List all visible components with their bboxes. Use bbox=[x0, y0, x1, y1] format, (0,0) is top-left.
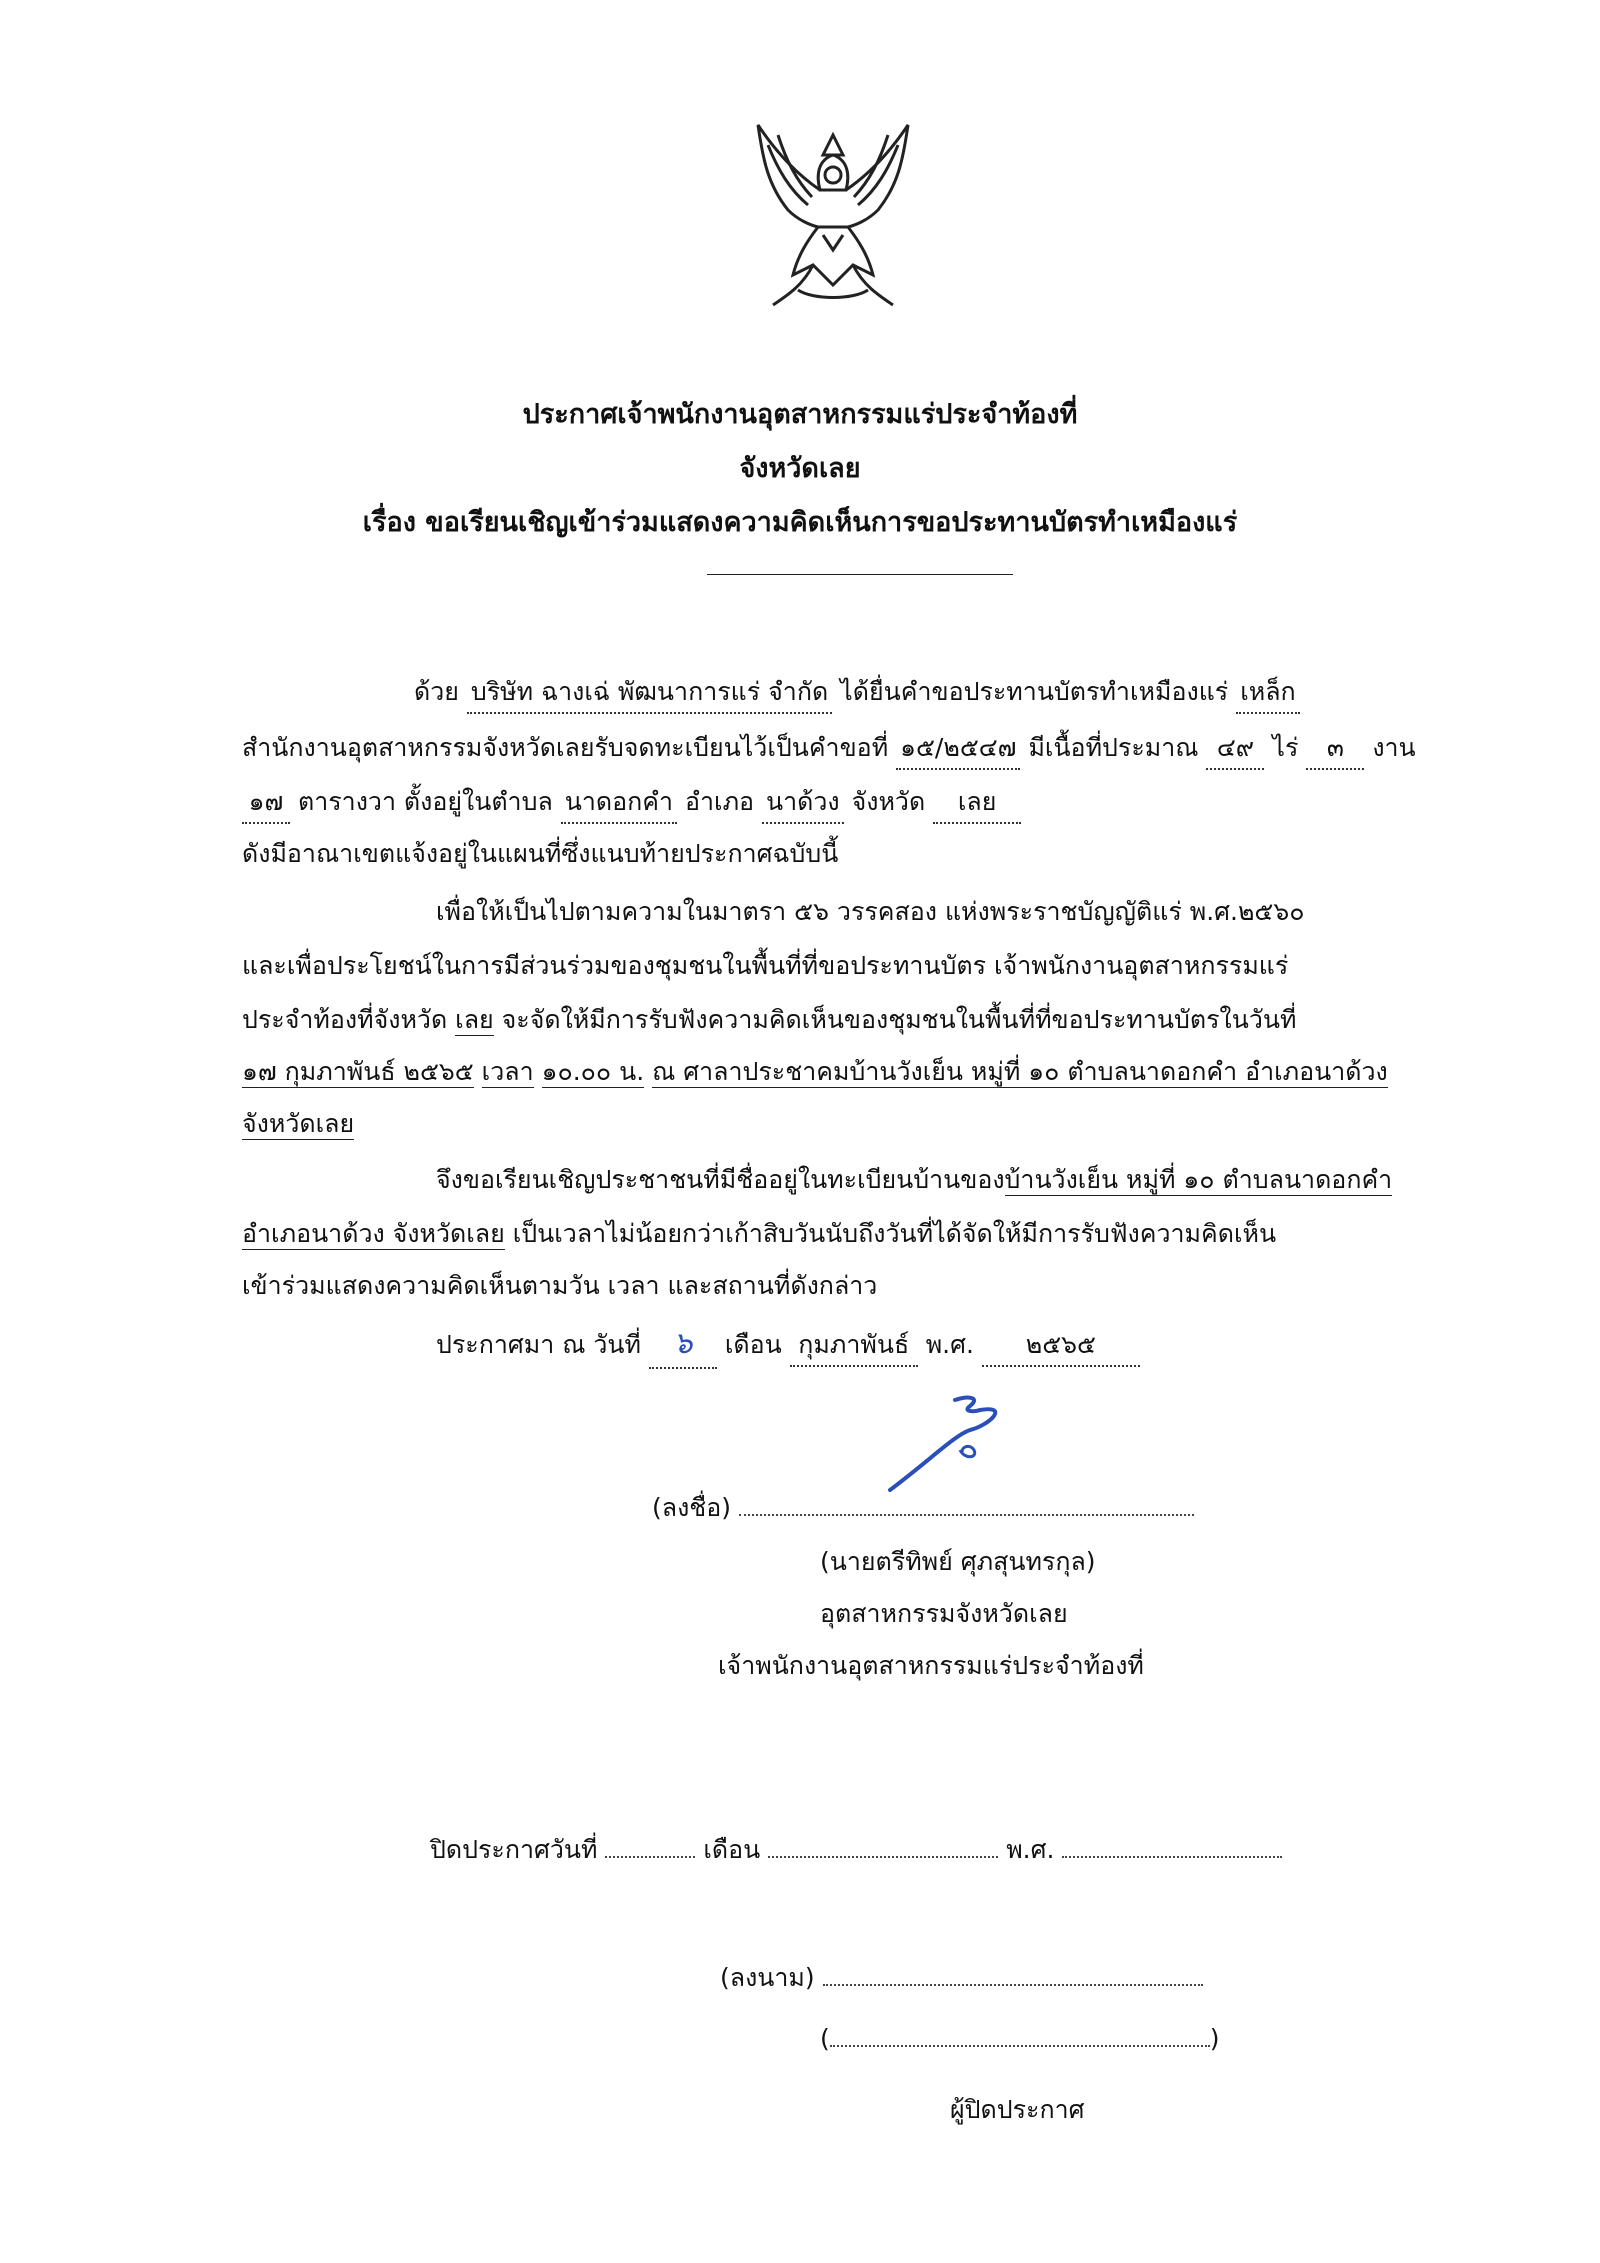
subject-line: เรื่อง ขอเรียนเชิญเข้าร่วมแสดงความคิดเห็นการขอประทานบัตรทำเหมืองแร่ bbox=[362, 507, 1238, 538]
announce-month: กุมภาพันธ์ bbox=[790, 1325, 918, 1367]
signer-position-1: อุตสาหกรรมจังหวัดเลย bbox=[820, 1599, 1068, 1628]
para3-l2-b: เป็นเวลาไม่น้อยกว่าเก้าสิบวันนับถึงวันที่ได้จัดให้มีการรับฟังความคิดเห็น bbox=[512, 1219, 1277, 1248]
para1-l3-a: ตารางวา ตั้งอยู่ในตำบล bbox=[297, 787, 553, 816]
para2-l3-a: ประจำท้องที่จังหวัด bbox=[242, 1005, 448, 1034]
amphoe: นาด้วง bbox=[762, 782, 844, 824]
announce-year: ๒๕๖๕ bbox=[982, 1325, 1140, 1367]
hearing-province: จังหวัดเลย bbox=[242, 1109, 355, 1138]
posting-role: ผู้ปิดประกาศ bbox=[950, 2095, 1085, 2124]
hearing-place: ณ ศาลาประชาคมบ้านวังเย็น หมู่ที่ ๑๐ ตำบลนาดอกคำ อำเภอนาด้วง bbox=[652, 1057, 1388, 1086]
posting-year-blank[interactable] bbox=[1062, 1836, 1282, 1858]
announce-year-label: พ.ศ. bbox=[925, 1330, 974, 1359]
para2-line3 bbox=[242, 1000, 1296, 1040]
announce-day: ๖ bbox=[649, 1320, 717, 1369]
posting-month-label: เดือน bbox=[703, 1835, 761, 1864]
para3-line3: เข้าร่วมแสดงความคิดเห็นตามวัน เวลา และสถานที่ดังกล่าว bbox=[242, 1271, 878, 1300]
mineral-type: เหล็ก bbox=[1236, 672, 1299, 714]
para2-line4 bbox=[242, 1052, 1388, 1092]
title-rule bbox=[707, 574, 1013, 575]
area-ngan: ๓ bbox=[1306, 728, 1364, 770]
title-line-1: ประกาศเจ้าพนักงานอุตสาหกรรมแร่ประจำท้องที่ bbox=[522, 399, 1078, 430]
posting-name-blank[interactable] bbox=[830, 2025, 1210, 2047]
para1-line4: ดังมีอาณาเขตแจ้งอยู่ในแผนที่ซึ่งแนบท้ายประกาศฉบับนี้ bbox=[242, 839, 839, 868]
title-line-2: จังหวัดเลย bbox=[739, 453, 861, 484]
para1-line2 bbox=[242, 728, 1416, 770]
signer-name: (นายตรีทิพย์ ศุภสุนทรกุล) bbox=[820, 1547, 1096, 1576]
announce-line bbox=[436, 1320, 1140, 1369]
para1-line1 bbox=[414, 672, 1300, 714]
posting-month-blank[interactable] bbox=[768, 1836, 998, 1858]
area-sq-wa: ๑๗ bbox=[242, 782, 290, 824]
posting-year-label: พ.ศ. bbox=[1006, 1835, 1055, 1864]
sign-label: (ลงชื่อ) bbox=[652, 1493, 732, 1522]
para3-line2 bbox=[242, 1214, 1276, 1254]
para3-l1-a: จึงขอเรียนเชิญประชาชนที่มีชื่ออยู่ในทะเบียนบ้านของ bbox=[436, 1165, 1005, 1194]
changwat: เลย bbox=[933, 782, 1021, 824]
signer-position-2: เจ้าพนักงานอุตสาหกรรมแร่ประจำท้องที่ bbox=[718, 1651, 1144, 1680]
village-name: บ้านวังเย็น หมู่ที่ ๑๐ ตำบลนาดอกคำ bbox=[1004, 1165, 1393, 1194]
hearing-date: ๑๗ กุมภาพันธ์ ๒๕๖๕ bbox=[242, 1057, 474, 1086]
para1-line3 bbox=[242, 782, 1021, 824]
para1-l3-b: อำเภอ bbox=[684, 787, 755, 816]
paren-open: ( bbox=[820, 2024, 830, 2053]
posting-day-blank[interactable] bbox=[605, 1836, 695, 1858]
para1-l2-mid: มีเนื้อที่ประมาณ bbox=[1028, 733, 1199, 762]
company-name: บริษัท ฉางเฉ่ พัฒนาการแร่ จำกัด bbox=[467, 672, 832, 714]
announce-month-label: เดือน bbox=[724, 1330, 782, 1359]
para2-line1: เพื่อให้เป็นไปตามความในมาตรา ๕๖ วรรคสอง แห่งพระราชบัญญัติแร่ พ.ศ.๒๕๖๐ bbox=[436, 897, 1305, 926]
hearing-time-label: เวลา bbox=[481, 1057, 534, 1086]
tambon: นาดอกคำ bbox=[561, 782, 677, 824]
ngan-label: งาน bbox=[1372, 733, 1416, 762]
paren-close: ) bbox=[1209, 2024, 1220, 2053]
para1-lead: ด้วย bbox=[414, 677, 459, 706]
hearing-time: ๑๐.๐๐ น. bbox=[541, 1057, 645, 1086]
posting-lead: ปิดประกาศวันที่ bbox=[430, 1835, 598, 1864]
para2-province: เลย bbox=[455, 1005, 494, 1034]
posting-sign-blank[interactable] bbox=[823, 1964, 1203, 1986]
para1-l3-c: จังหวัด bbox=[851, 787, 926, 816]
posting-name-line bbox=[820, 2024, 1220, 2053]
sign-blank bbox=[739, 1494, 1194, 1516]
village-district: อำเภอนาด้วง จังหวัดเลย bbox=[242, 1219, 505, 1248]
para2-line2: และเพื่อประโยชน์ในการมีส่วนร่วมของชุมชนในพื้นที่ที่ขอประทานบัตร เจ้าพนักงานอุตสาหกรรมแร่ bbox=[242, 951, 1289, 980]
para2-line5 bbox=[242, 1104, 354, 1144]
para2-l3-b: จะจัดให้มีการรับฟังความคิดเห็นของชุมชนในพื้นที่ที่ขอประทานบัตรในวันที่ bbox=[501, 1005, 1297, 1034]
request-number: ๑๕/๒๕๔๗ bbox=[896, 728, 1020, 770]
rai-label: ไร่ bbox=[1272, 733, 1299, 762]
garuda-emblem bbox=[738, 115, 928, 315]
area-rai: ๔๙ bbox=[1206, 728, 1264, 770]
sign-line bbox=[652, 1488, 1194, 1528]
para1-mid: ได้ยื่นคำขอประทานบัตรทำเหมืองแร่ bbox=[840, 677, 1229, 706]
posting-sign-label: (ลงนาม) bbox=[720, 1963, 815, 1992]
posting-sign-line bbox=[720, 1958, 1203, 1998]
announce-lead: ประกาศมา ณ วันที่ bbox=[436, 1330, 641, 1359]
posting-line bbox=[430, 1830, 1282, 1870]
para1-l2-lead: สำนักงานอุตสาหกรรมจังหวัดเลยรับจดทะเบียนไว้เป็นคำขอที่ bbox=[242, 733, 889, 762]
para3-line1 bbox=[436, 1160, 1392, 1200]
